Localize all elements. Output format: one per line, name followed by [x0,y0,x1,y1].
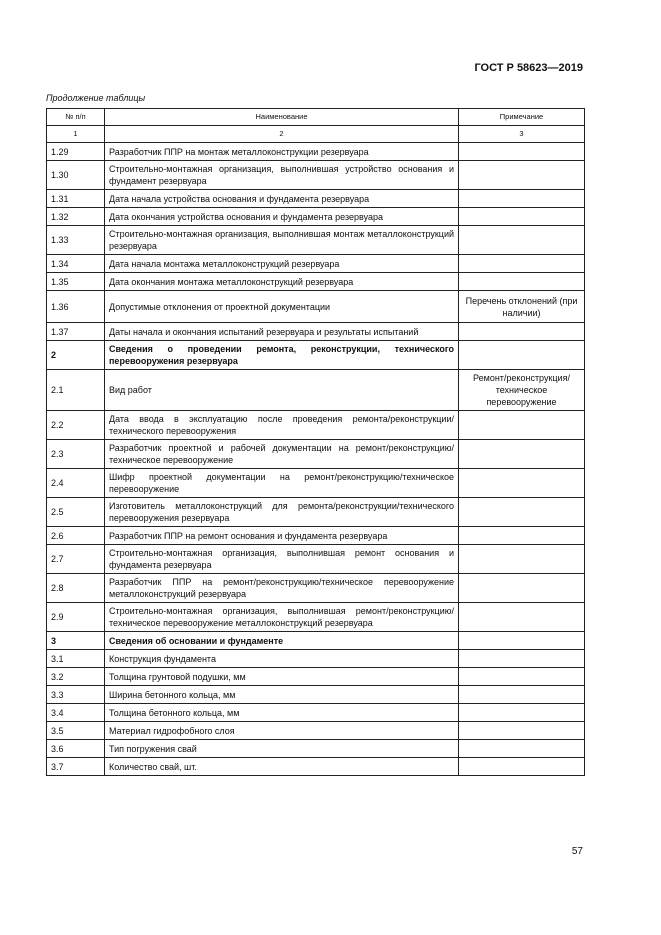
row-number: 1.34 [47,255,105,273]
row-note [459,704,585,722]
row-number: 1.35 [47,273,105,291]
row-note [459,469,585,498]
row-note [459,668,585,686]
column-header-note: Примечание [459,109,585,126]
row-number: 2.4 [47,469,105,498]
row-number: 3.5 [47,722,105,740]
row-number: 1.36 [47,291,105,323]
row-note [459,498,585,527]
table-row [47,370,585,411]
row-name: Строительно-монтажная организация, выполнившая ремонт/реконструкцию/техническое перевооружение металлоконструкций резервуара [105,603,459,632]
row-number: 2.1 [47,370,105,411]
row-number: 1.33 [47,226,105,255]
table-row [47,668,585,686]
table-section-row [47,341,585,370]
table-column-number-row [47,126,585,143]
row-note [459,143,585,161]
table-row [47,255,585,273]
row-name: Толщина грунтовой подушки, мм [105,668,459,686]
table-row [47,440,585,469]
row-number: 1.32 [47,208,105,226]
row-number: 2.7 [47,545,105,574]
row-note [459,190,585,208]
row-note [459,574,585,603]
row-name: Дата ввода в эксплуатацию после проведения ремонта/реконструкции/ технического перевооружения [105,411,459,440]
row-number: 3 [47,632,105,650]
row-name: Вид работ [105,370,459,411]
row-note [459,273,585,291]
row-name: Дата окончания устройства основания и фундамента резервуара [105,208,459,226]
row-number: 3.2 [47,668,105,686]
row-name: Разработчик ППР на ремонт/реконструкцию/техническое перевооружение металлоконструкций резервуара [105,574,459,603]
row-number: 2.9 [47,603,105,632]
row-number: 2.2 [47,411,105,440]
row-name: Тип погружения свай [105,740,459,758]
column-number: 3 [459,126,585,143]
column-number: 1 [47,126,105,143]
table-row [47,323,585,341]
row-number: 2.8 [47,574,105,603]
document-code: ГОСТ Р 58623—2019 [474,62,583,74]
row-name: Строительно-монтажная организация, выполнившая монтаж металлоконструкций резервуара [105,226,459,255]
row-name: Ширина бетонного кольца, мм [105,686,459,704]
table-row [47,291,585,323]
data-table [46,108,585,776]
table-row [47,545,585,574]
table-row [47,208,585,226]
row-number: 1.30 [47,161,105,190]
row-note [459,758,585,776]
table-row [47,758,585,776]
row-name: Шифр проектной документации на ремонт/реконструкцию/техническое перевооружение [105,469,459,498]
row-name: Строительно-монтажная организация, выполнившая ремонт основания и фундамента резервуара [105,545,459,574]
row-name: Даты начала и окончания испытаний резервуара и результаты испытаний [105,323,459,341]
row-name: Строительно-монтажная организация, выполнившая устройство основания и фундамент резервуара [105,161,459,190]
row-name: Допустимые отклонения от проектной документации [105,291,459,323]
row-name: Сведения об основании и фундаменте [105,632,459,650]
table-row [47,686,585,704]
row-note [459,545,585,574]
table-row [47,161,585,190]
table-row [47,498,585,527]
row-note [459,650,585,668]
row-number: 2.5 [47,498,105,527]
column-number: 2 [105,126,459,143]
row-name: Толщина бетонного кольца, мм [105,704,459,722]
row-number: 2 [47,341,105,370]
table-row [47,574,585,603]
table-row [47,740,585,758]
table-continuation-label: Продолжение таблицы [46,93,146,103]
row-number: 3.1 [47,650,105,668]
row-name: Дата окончания монтажа металлоконструкций резервуара [105,273,459,291]
row-name: Дата начала монтажа металлоконструкций резервуара [105,255,459,273]
table-row [47,273,585,291]
column-header-number: № п/п [47,109,105,126]
row-number: 1.29 [47,143,105,161]
row-name: Конструкция фундамента [105,650,459,668]
row-note [459,440,585,469]
row-name: Материал гидрофобного слоя [105,722,459,740]
row-name: Количество свай, шт. [105,758,459,776]
row-note [459,740,585,758]
row-note [459,411,585,440]
row-number: 1.37 [47,323,105,341]
table-row [47,722,585,740]
table-row [47,469,585,498]
row-number: 2.3 [47,440,105,469]
table-body [47,143,585,776]
column-header-name: Наименование [105,109,459,126]
row-note [459,208,585,226]
table-row [47,143,585,161]
row-note [459,527,585,545]
row-note: Ремонт/реконструкция/ техническое перевооружение [459,370,585,411]
table-row [47,704,585,722]
row-number: 3.7 [47,758,105,776]
row-note [459,686,585,704]
table-row [47,190,585,208]
row-name: Разработчик ППР на монтаж металлоконструкции резервуара [105,143,459,161]
row-note [459,603,585,632]
row-number: 3.3 [47,686,105,704]
row-note [459,341,585,370]
row-number: 1.31 [47,190,105,208]
row-note [459,226,585,255]
row-name: Дата начала устройства основания и фундамента резервуара [105,190,459,208]
row-note [459,323,585,341]
row-number: 3.4 [47,704,105,722]
row-note [459,161,585,190]
table-section-row [47,632,585,650]
row-name: Разработчик проектной и рабочей документации на ремонт/реконструкцию/техническое перевооружение [105,440,459,469]
row-note [459,255,585,273]
table-header-row [47,109,585,126]
table-row [47,411,585,440]
row-number: 2.6 [47,527,105,545]
table-row [47,527,585,545]
table-row [47,603,585,632]
row-name: Разработчик ППР на ремонт основания и фундамента резервуара [105,527,459,545]
row-note [459,632,585,650]
row-note: Перечень отклонений (при наличии) [459,291,585,323]
row-number: 3.6 [47,740,105,758]
table-row [47,650,585,668]
row-note [459,722,585,740]
row-name: Изготовитель металлоконструкций для ремонта/реконструкции/технического перевооружения резервуара [105,498,459,527]
table-row [47,226,585,255]
row-name: Сведения о проведении ремонта, реконструкции, технического перевооружения резервуара [105,341,459,370]
page-number: 57 [571,846,583,857]
